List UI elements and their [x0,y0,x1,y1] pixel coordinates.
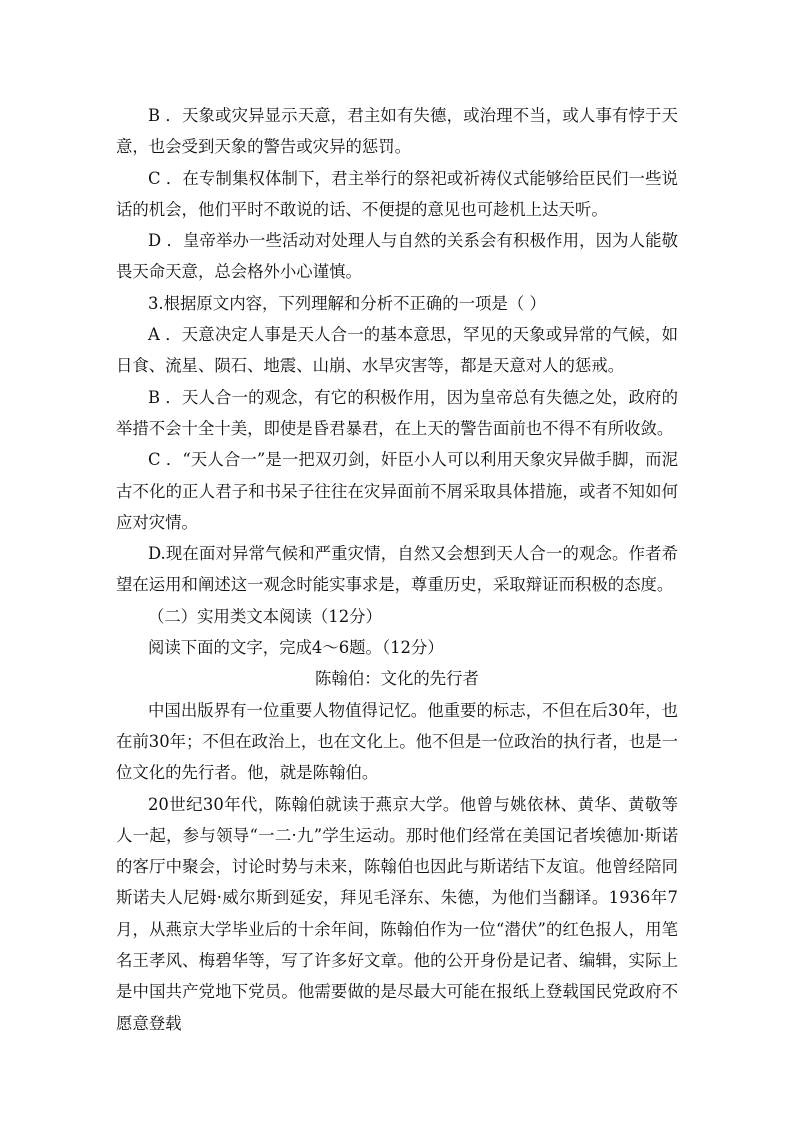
section-heading: （二）实用类文本阅读（12分） [148,606,382,626]
question-3-option-c: C ．“天人合一”是一把双刃剑，奸臣小人可以利用天象灾异做手脚，而泥古不化的正人君子和书呆子往往在灾异面前不屑采取具体措施，或者不知如何应对灾情。 [116,450,678,532]
question-3-stem: 3.根据原文内容，下列理解和分析不正确的一项是（ ） [148,293,546,313]
document-body [116,100,678,1039]
question-3-option-a: A ．天意决定人事是天人合一的基本意思，罕见的天象或异常的气候，如日食、流星、陨石、地震、山崩、水旱灾害等，都是天意对人的惩戒。 [116,325,678,376]
question-3-option-d: D.现在面对异常气候和严重灾情，自然又会想到天人合一的观念。作者希望在运用和阐述这一观念时能实事求是，尊重历史，采取辩证而积极的态度。 [116,544,678,595]
reading-instruction: 阅读下面的文字，完成4～6题。（12分） [148,638,444,658]
option-b-paragraph: B ．天象或灾异显示天意，君主如有失德，或治理不当，或人事有悖于天意，也会受到天象的警告或灾异的惩罚。 [116,106,678,157]
article-paragraph-1: 中国出版界有一位重要人物值得记忆。他重要的标志，不但在后30年，也在前30年；不但在政治上，也在文化上。他不但是一位政治的执行者，也是一位文化的先行者。他，就是陈翰伯。 [116,700,678,783]
question-3-option-b: B ．天人合一的观念，有它的积极作用，因为皇帝总有失德之处，政府的举措不会十全十美，即使是昏君暴君，在上天的警告面前也不得不有所收敛。 [116,387,678,438]
option-d-paragraph: D ．皇帝举办一些活动对处理人与自然的关系会有积极作用，因为人能敬畏天命天意，总会格外小心谨慎。 [116,231,678,282]
article-paragraph-2: 20世纪30年代，陈翰伯就读于燕京大学。他曾与姚依林、黄华、黄敬等人一起，参与领导“一二·九”学生运动。那时他们经常在美国记者埃德加·斯诺的客厅中聚会，讨论时势与未来，陈翰伯也因此与斯诺结下友谊。他曾经陪同斯诺夫人尼姆·威尔斯到延安，拜见毛泽东、朱德，为他们当翻译。1936年7月，从燕京大学毕业后的十余年间，陈翰伯作为一位“潜伏”的红色报人，用笔名王孝风、梅碧华等，写了许多好文章。他的公开身份是记者、编辑，实际上是中国共产党地下党员。他需要做的是尽最大可能在报纸上登载国民党政府不愿意登载 [116,794,678,1033]
article-title: 陈翰伯：文化的先行者 [315,669,479,689]
option-c-paragraph: C ．在专制集权体制下，君主举行的祭祀或祈祷仪式能够给臣民们一些说话的机会，他们平时不敢说的话、不便提的意见也可趁机上达天听。 [116,168,678,219]
